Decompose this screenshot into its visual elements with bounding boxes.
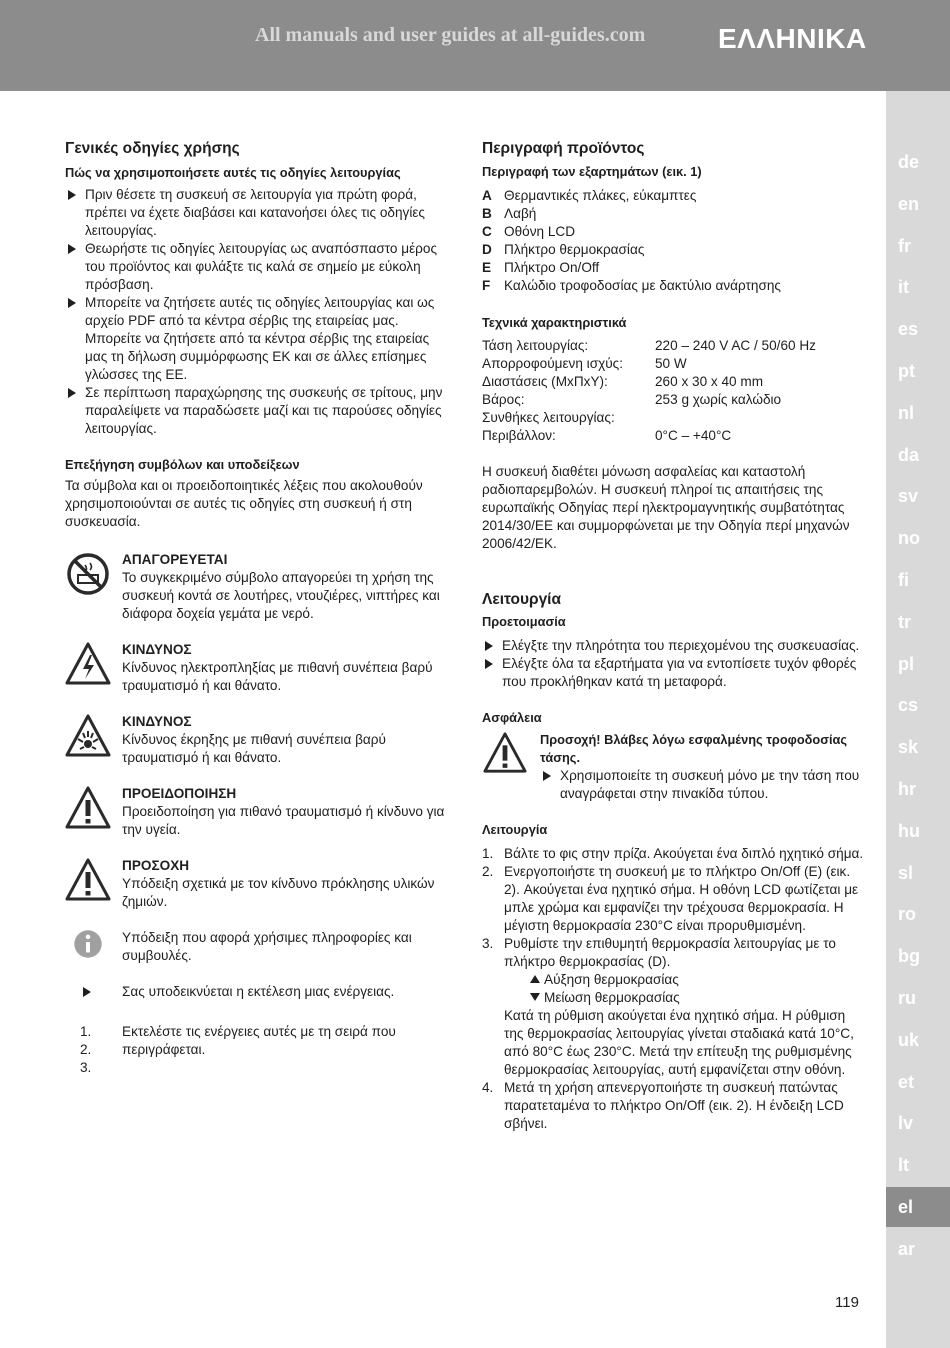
symbol-text: Υπόδειξη σχετικά με τον κίνδυνο πρόκλησης υλικών ζημιών.: [122, 876, 435, 909]
symbol-text: Το συγκεκριμένο σύμβολο απαγορεύει τη χρήση της συσκευή κοντά σε λουτήρες, ντουζιέρες, νιπτήρες και διάφορα δοχεία γεμάτα με νερό.: [122, 570, 440, 621]
symbol-steps: [65, 1023, 450, 1077]
safety-warning: [482, 731, 867, 803]
page-number: 119: [835, 1294, 859, 1311]
symbol-title: ΑΠΑΓΟΡΕΥΕΤΑΙ: [122, 552, 228, 567]
language-tab-pl[interactable]: pl: [898, 653, 914, 674]
symbol-text: Προειδοποίηση για πιθανό τραυματισμό ή κίνδυνο για την υγεία.: [122, 804, 445, 837]
table-row: [482, 337, 816, 355]
part-label: Λαβή: [504, 206, 537, 221]
tech-label: Διαστάσεις (ΜxΠxΥ):: [482, 374, 608, 389]
list-item: Ελέγξτε όλα τα εξαρτήματα για να εντοπίσετε τυχόν φθορές που προκλήθηκαν κατά τη μεταφορά.: [482, 655, 867, 691]
info-icon: [73, 929, 103, 959]
step-3-extra: Κατά τη ρύθμιση ακούγεται ένα ηχητικό σήμα. Η ρύθμιση της θερμοκρασίας λειτουργίας γίνεται σταδιακά κατά 10°C, από 80°C έως 230°C. Μετά την επίτευξη της ρυθμισμένης θερμοκρασίας λειτουργίας, αυτή εμφανίζεται στην οθόνη.: [504, 1008, 854, 1077]
language-title: ΕΛΛΗΝΙΚΑ: [718, 23, 867, 54]
tech-value: [655, 409, 816, 427]
language-tab-ar[interactable]: ar: [898, 1238, 916, 1259]
symbols-intro: Τα σύμβολα και οι προειδοποιητικές λέξεις που ακολουθούν χρησιμοποιούνται σε αυτές τις οδηγίες στη συσκευή ή στη συσκευασία.: [65, 478, 423, 529]
explosion-hazard-icon: [65, 713, 111, 759]
list-item: [482, 845, 867, 863]
table-row: [482, 391, 816, 409]
language-tab-hu[interactable]: hu: [898, 820, 920, 841]
list-item: [482, 1079, 867, 1133]
step-number: 3.: [482, 936, 494, 951]
language-tab-lt[interactable]: lt: [898, 1155, 909, 1176]
part-row: [482, 241, 867, 259]
list-item: [482, 935, 867, 1079]
list-item: Σε περίπτωση παραχώρησης της συσκευής σε τρίτους, μην παραλείψετε να παραδώσετε μαζί και τις παρούσες οδηγίες λειτουργίας.: [65, 384, 450, 438]
parts-title: Περιγραφή των εξαρτημάτων (εικ. 1): [482, 164, 702, 179]
language-tab-fr[interactable]: fr: [898, 235, 911, 256]
preparation-title: Προετοιμασία: [482, 614, 566, 629]
safety-title: Ασφάλεια: [482, 710, 542, 725]
usage-steps: [482, 845, 867, 1133]
list-item: [482, 863, 867, 935]
language-tab-da[interactable]: da: [898, 444, 920, 465]
part-label: Πλήκτρο θερμοκρασίας: [504, 242, 645, 257]
language-tab-en[interactable]: en: [898, 193, 920, 214]
part-row: [482, 223, 867, 241]
symbol-text: Κίνδυνος έκρηξης με πιθανή συνέπεια βαρύ τραυματισμό ή και θάνατο.: [122, 732, 386, 765]
table-row: [482, 355, 816, 373]
tech-label: Βάρος:: [482, 392, 525, 407]
table-row: [482, 373, 816, 391]
symbol-caution: [65, 857, 450, 911]
left-column: [65, 138, 450, 1077]
language-tab-et[interactable]: et: [898, 1071, 915, 1092]
language-tab-hr[interactable]: hr: [898, 779, 916, 799]
symbol-danger-explosion: [65, 713, 450, 767]
step-text: Μετά τη χρήση απενεργοποιήστε τη συσκευή πατώντας παρατεταμένα το πλήκτρο On/Off (εικ. 2). Η ένδειξη LCD σβήνει.: [504, 1080, 844, 1131]
tech-value: 220 – 240 V AC / 50/60 Hz: [655, 338, 816, 353]
steps-text: Εκτελέστε τις ενέργειες αυτές με τη σειρά που περιγράφεται.: [122, 1024, 396, 1057]
page-header: [0, 0, 950, 91]
language-tab-nl[interactable]: nl: [898, 402, 914, 423]
part-label: Καλώδιο τροφοδοσίας με δακτύλιο ανάρτησης: [504, 278, 781, 293]
step-number: 1.: [80, 1024, 92, 1039]
step-number: 2.: [482, 864, 494, 879]
symbol-title: ΠΡΟΣΟΧΗ: [122, 858, 190, 873]
step-number: 3.: [80, 1060, 92, 1075]
language-tab-sv[interactable]: sv: [898, 486, 919, 507]
language-tab-es[interactable]: es: [898, 319, 919, 340]
arrow-down-icon: [530, 993, 540, 1001]
parts-list: [482, 187, 867, 295]
part-row: [482, 259, 867, 277]
list-item: Πριν θέσετε τη συσκευή σε λειτουργία για πρώτη φορά, πρέπει να έχετε διαβάσει και κατανοήσει όλες τις οδηγίες λειτουργίας.: [65, 186, 450, 240]
language-tab-el[interactable]: el: [886, 1187, 950, 1227]
symbol-title: ΚΙΝΔΥΝΟΣ: [122, 642, 192, 657]
language-tab-it[interactable]: it: [898, 277, 909, 298]
step-number: 2.: [80, 1042, 92, 1057]
decrease-temperature: [504, 989, 867, 1007]
safety-bullets: [540, 767, 867, 803]
list-item: Χρησιμοποιείτε τη συσκευή μόνο με την τάση που αναγράφεται στην πινακίδα τύπου.: [540, 767, 867, 803]
language-tab-tr[interactable]: tr: [898, 611, 911, 632]
language-tab-ru[interactable]: ru: [898, 988, 916, 1008]
step-text: Ενεργοποιήστε τη συσκευή με το πλήκτρο On/Off (E) (εικ. 2). Ακούγεται ένα ηχητικό σήμα. Η οθόνη LCD φωτίζεται με μπλε χρώμα και εμφανίζει την τρέχουσα θερμοκρασία. Η μέγιστη θερμοκρασία 230°C είναι προρυθμισμένη.: [504, 864, 859, 933]
table-row: [482, 409, 816, 427]
list-item: Θεωρήστε τις οδηγίες λειτουργίας ως αναπόσπαστο μέρος του προϊόντος και φυλάξτε τις καλά σε σημείο με εύκολη πρόσβαση.: [65, 240, 450, 294]
tech-value: 0°C – +40°C: [655, 428, 732, 443]
part-key: C: [482, 224, 492, 239]
decrease-label: Μείωση θερμοκρασίας: [544, 990, 680, 1005]
part-row: [482, 205, 867, 223]
part-key: F: [482, 278, 491, 293]
general-instructions-title: Γενικές οδηγίες χρήσης: [65, 140, 240, 157]
tech-label: Περιβάλλον:: [482, 428, 556, 443]
part-key: A: [482, 188, 492, 203]
language-tab-cs[interactable]: cs: [898, 695, 919, 716]
part-key: D: [482, 242, 492, 257]
tech-value: 253 g χωρίς καλώδιο: [655, 392, 782, 407]
action-text: Σας υποδεικνύεται η εκτέλεση μιας ενέργειας.: [122, 984, 395, 999]
symbols-title: Επεξήγηση συμβόλων και υποδείξεων: [65, 457, 300, 472]
part-label: Θερμαντικές πλάκες, εύκαμπτες: [504, 188, 697, 203]
tech-label: Απορροφούμενη ισχύς:: [482, 356, 623, 371]
preparation-bullets: [482, 637, 867, 691]
warning-icon: [482, 731, 528, 775]
language-tab-lv[interactable]: lv: [898, 1113, 914, 1134]
caution-icon: [65, 857, 111, 903]
language-tab-no[interactable]: no: [898, 528, 920, 549]
compliance-text: Η συσκευή διαθέτει μόνωση ασφαλείας και καταστολή ραδιοπαρεμβολών. Η συσκευή πληροί τις απαιτήσεις της ευρωπαϊκής Οδηγίας περί ηλεκτρομαγνητικής συμβατότητας 2014/30/ΕΕ και συμμορφώνεται με την Οδηγία περί μηχανών 2006/42/ΕΚ.: [482, 464, 850, 551]
tech-label: Τάση λειτουργίας:: [482, 338, 589, 353]
technical-data-table: [482, 337, 816, 445]
symbol-info: [65, 929, 450, 969]
step-number: 4.: [482, 1080, 494, 1095]
tech-value: 50 W: [655, 356, 687, 371]
language-sidebar: [886, 91, 950, 1348]
language-tab-de[interactable]: de: [898, 152, 920, 172]
list-item: Ελέγξτε την πληρότητα του περιεχομένου της συσκευασίας.: [482, 637, 867, 655]
increase-label: Αύξηση θερμοκρασίας: [544, 972, 679, 987]
part-row: [482, 277, 867, 295]
part-label: Οθόνη LCD: [504, 224, 576, 239]
language-tab-sk[interactable]: sk: [898, 737, 919, 758]
info-text: Υπόδειξη που αφορά χρήσιμες πληροφορίες και συμβουλές.: [122, 930, 412, 963]
warning-icon: [65, 785, 111, 831]
step-numbers: [80, 1023, 91, 1077]
part-key: B: [482, 206, 492, 221]
right-column: [482, 138, 867, 1133]
language-tab-uk[interactable]: uk: [898, 1029, 920, 1050]
symbol-title: ΠΡΟΕΙΔΟΠΟΙΗΣΗ: [122, 786, 237, 801]
general-bullets: [65, 186, 450, 438]
language-tab-sl[interactable]: sl: [898, 862, 914, 883]
safety-warning-title: Προσοχή! Βλάβες λόγω εσφαλμένης τροφοδοσίας τάσης.: [540, 732, 848, 765]
tech-label: Συνθήκες λειτουργίας:: [482, 410, 615, 425]
symbol-danger-electric: [65, 641, 450, 695]
step-text: Βάλτε το φις στην πρίζα. Ακούγεται ένα διπλό ηχητικό σήμα.: [504, 846, 864, 861]
part-key: E: [482, 260, 492, 275]
symbol-prohibited: [65, 551, 450, 623]
step-text: Ρυθμίστε την επιθυμητή θερμοκρασία λειτουργίας με το πλήκτρο θερμοκρασίας (D).: [504, 936, 836, 969]
increase-temperature: [504, 971, 867, 989]
how-to-use-subtitle: Πώς να χρησιμοποιήσετε αυτές τις οδηγίες λειτουργίας: [65, 165, 401, 180]
table-row: [482, 427, 816, 445]
step-number: 1.: [482, 846, 494, 861]
usage-title: Λειτουργία: [482, 822, 548, 837]
language-tab-bg[interactable]: bg: [898, 946, 920, 967]
symbol-warning: [65, 785, 450, 839]
part-row: [482, 187, 867, 205]
operation-title: Λειτουργία: [482, 591, 562, 608]
watermark: All manuals and user guides at all-guides.com: [255, 24, 646, 46]
language-tab-fi[interactable]: fi: [898, 570, 909, 590]
technical-data-title: Τεχνικά χαρακτηριστικά: [482, 315, 627, 330]
list-item: Μπορείτε να ζητήσετε αυτές τις οδηγίες λειτουργίας και ως αρχείο PDF από τα κέντρα σέρβις της εταιρείας μας. Μπορείτε να ζητήσετε από τα κέντρα σέρβις της εταιρείας μας τη δήλωση συμμόρφωσης ΕΚ και σε άλλες επίσημες γλώσσες της ΕΕ.: [65, 294, 450, 384]
arrow-up-icon: [530, 975, 540, 983]
tech-value: 260 x 30 x 40 mm: [655, 374, 764, 389]
product-description-title: Περιγραφή προϊόντος: [482, 140, 645, 157]
language-tab-pt[interactable]: pt: [898, 361, 915, 381]
part-label: Πλήκτρο On/Off: [504, 260, 600, 275]
symbol-text: Κίνδυνος ηλεκτροπληξίας με πιθανή συνέπεια βαρύ τραυματισμό ή και θάνατο.: [122, 660, 433, 693]
electric-hazard-icon: [65, 641, 111, 687]
no-water-icon: [65, 551, 111, 597]
language-tab-ro[interactable]: ro: [898, 904, 916, 925]
action-arrow-icon: [83, 987, 91, 997]
symbol-action: [65, 983, 450, 1009]
symbol-title: ΚΙΝΔΥΝΟΣ: [122, 714, 192, 729]
